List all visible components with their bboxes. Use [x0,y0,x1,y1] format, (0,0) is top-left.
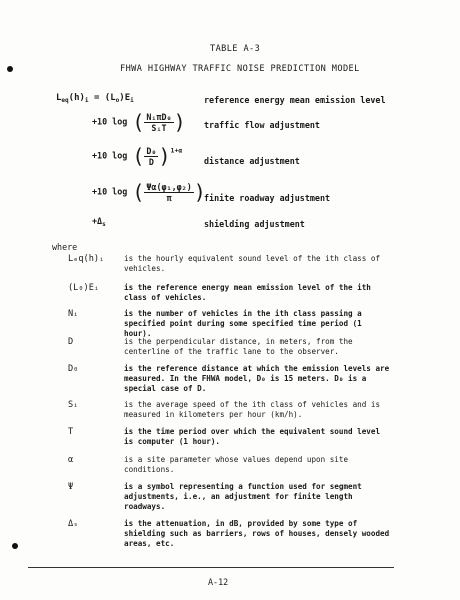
punch-hole-top [7,66,13,72]
def-text-lo-ei: is the reference energy mean emission level of the ith class of vehicles. [124,283,371,302]
label-finite-roadway: finite roadway adjustment [204,193,331,203]
equation-line-1: $L_{eq}(h)_i = (L_o)E_i$ [56,93,134,104]
def-symbol-ni: Nᵢ [68,309,79,319]
label-distance: distance adjustment [204,156,300,166]
def-text-alpha: is a site parameter whose values depend upon site conditions. [124,455,349,474]
def-symbol-si: Sᵢ [68,400,79,410]
def-text-do: is the reference distance at which the emission levels are measured. In the FHWA model, D₀ is 15 meters. D₀ is a special case of D. [124,364,390,393]
def-symbol-alpha: α [68,455,74,465]
def-text-psi: is a symbol representing a function used for segment adjustments, i.e., an adjustment for finite length roadways. [124,482,362,511]
where-label: where [52,242,78,252]
punch-hole-bottom [12,543,18,549]
label-reference-energy: reference energy mean emission level [204,95,386,105]
equation-line-5: $+\Delta_s$ [92,216,106,228]
label-shielding: shielding adjustment [204,219,305,229]
def-text-d: is the perpendicular distance, in meters, from the centerline of the traffic lane to the observer. [124,337,353,356]
page-number: A-12 [208,577,229,587]
label-traffic-flow: traffic flow adjustment [204,120,320,130]
def-text-ni: is the number of vehicles in the ith class passing a specified point during some specified time period (1 hour). [124,309,362,338]
equation-line-2: +10 log ( $\frac{\text{NᵢπD₀}}{\text{SᵢT}}$ ) [92,110,186,134]
table-number: TABLE A-3 [210,44,261,54]
table-title: FHWA HIGHWAY TRAFFIC NOISE PREDICTION MODEL [120,64,360,74]
def-symbol-d: D [68,337,74,347]
def-symbol-do: D₀ [68,364,79,374]
def-text-t: is the time period over which the equivalent sound level is computer (1 hour). [124,427,381,446]
footer-rule [28,567,394,568]
def-symbol-psi: Ψ [68,482,74,492]
def-symbol-t: T [68,427,74,437]
def-text-si: is the average speed of the ith class of vehicles and is measured in kilometers per hour (km/h). [124,400,381,419]
def-symbol-delta-s: Δₛ [68,519,79,529]
def-symbol-lo-ei: (L₀)Eᵢ [68,283,100,293]
equation-line-3: +10 log ( $\frac{\text{D₀}}{D}$ )$^{1+\alpha}$ [92,144,183,168]
def-text-leq: is the hourly equivalent sound level of the ith class of vehicles. [124,254,381,273]
equation-line-4: +10 log ( $\frac{\text{Ψα(φ₁,φ₂)}}{\pi}$ ) [92,180,206,204]
def-text-delta-s: is the attenuation, in dB, provided by some type of shielding such as barriers, rows of houses, densely wooded areas, etc. [124,519,390,548]
def-symbol-leq: Lₑq(h)ᵢ [68,254,105,264]
